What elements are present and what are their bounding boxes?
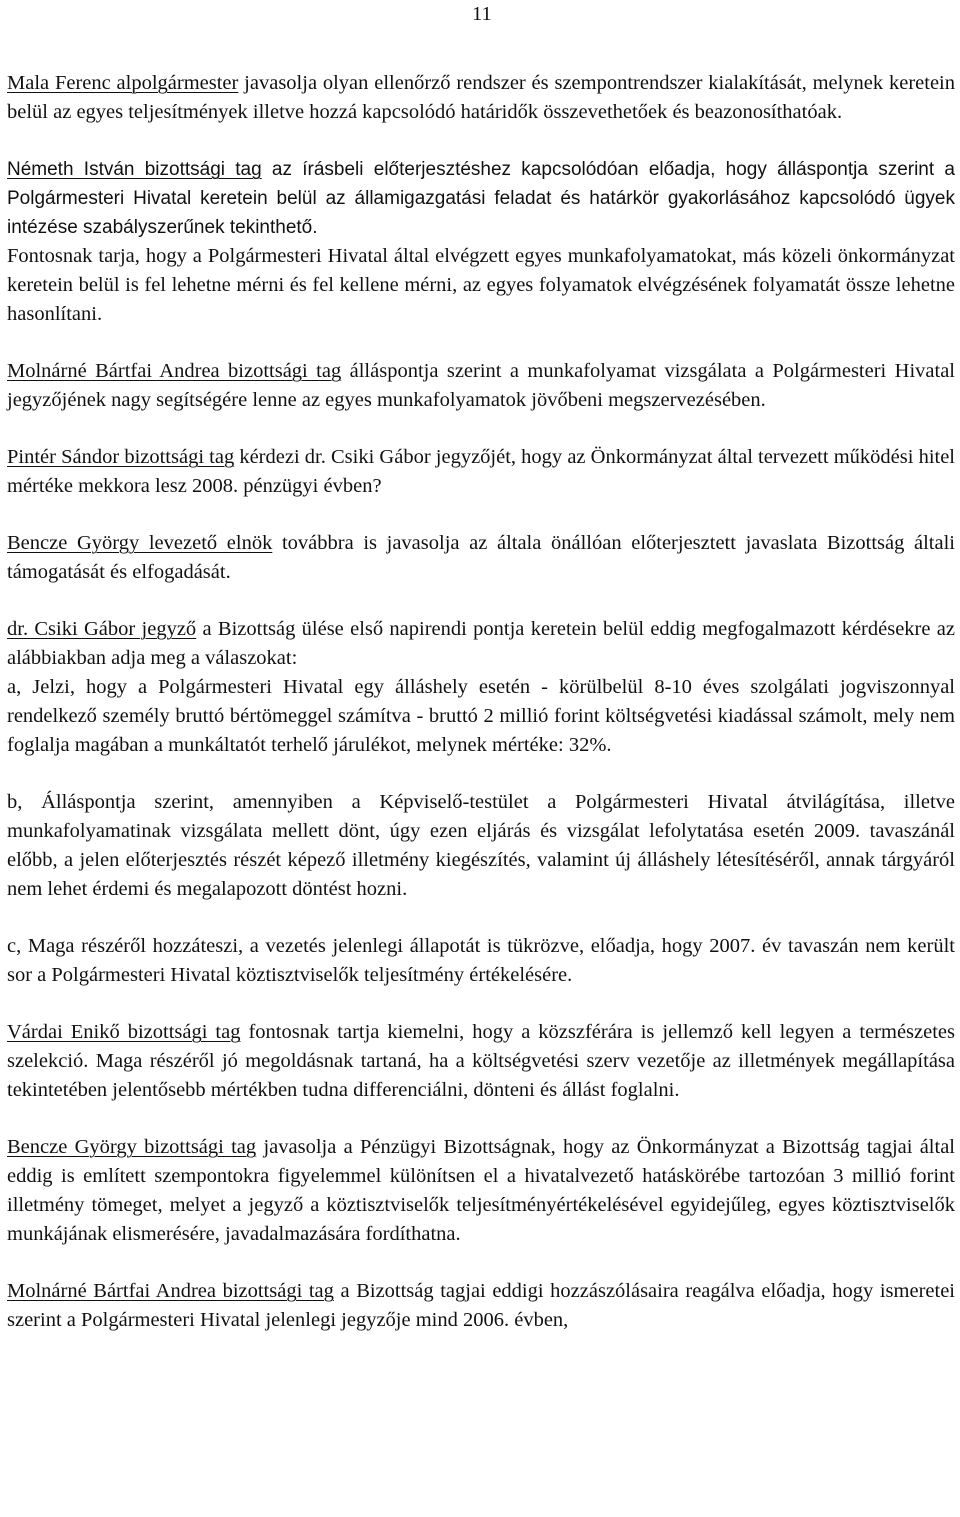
paragraph-text: javasolja olyan ellenőrző rendszer és szempontrendszer kialakítását, melynek keretein belül az egyes teljesítmények illetve hozzá kapcsolódó határidők összevethetőek és beazonosíthatóak. — [7, 72, 955, 123]
document-body — [7, 69, 955, 1335]
paragraph-bencze-gyorgy-1 — [7, 529, 955, 587]
paragraph-text: a Bizottság ülése első napirendi pontja keretein belül eddig megfogalmazott kérdésekre az alábbiakban adja meg a válaszokat: — [7, 618, 955, 669]
speaker-name: Pintér Sándor bizottsági tag — [7, 446, 235, 468]
paragraph-text: az írásbeli előterjesztéshez kapcsolódóan előadja, hogy álláspontja szerint a Polgármesteri Hivatal keretein belül az államigazgatási feladat és határkör gyakorlásához kapcsolódó ügyek intézése szabályszerűnek tekinthető. — [7, 159, 955, 238]
paragraph-answer-c — [7, 932, 955, 990]
page-number-text: 11 — [472, 3, 492, 25]
paragraph-pinter-sandor — [7, 443, 955, 501]
paragraph-molnarne-1 — [7, 357, 955, 415]
speaker-name: Bencze György levezető elnök — [7, 532, 273, 554]
paragraph-text: továbbra is javasolja az általa önállóan előterjesztett javaslata Bizottság általi támogatását és elfogadását. — [7, 532, 955, 583]
speaker-name: dr. Csiki Gábor jegyző — [7, 618, 197, 640]
paragraph-answer-b — [7, 788, 955, 904]
paragraph-fontosnak-tarja — [7, 242, 955, 329]
paragraph-bencze-gyorgy-2 — [7, 1133, 955, 1249]
paragraph-text: c, Maga részéről hozzáteszi, a vezetés jelenlegi állapotát is tükrözve, előadja, hogy 2007. év tavaszán nem került sor a Polgármesteri Hivatal köztisztviselők teljesítmény értékelésére. — [7, 935, 955, 986]
paragraph-nemeth-istvan — [7, 155, 955, 242]
paragraph-text: javasolja a Pénzügyi Bizottságnak, hogy az Önkormányzat a Bizottság tagjai által eddig is említett szempontokra figyelemmel különítsen el a hivatalvezető hatáskörébe tartozóan 3 millió forint illetmény tömeget, melyet a jegyző a köztisztviselők teljesítményértékelésével egyidejűleg, egyes köztisztviselők munkájának elismerésére, javadalmazására fordíthatna. — [7, 1136, 955, 1245]
paragraph-text: b, Álláspontja szerint, amennyiben a Képviselő-testület a Polgármesteri Hivatal átvilágítása, illetve munkafolyamatinak vizsgálata mellett dönt, úgy ezen eljárás és vizsgálat lefolytatása esetén 2009. tavaszánál előbb, a jelen előterjesztés részét képező illetmény kiegészítés, valamint új álláshely létesítéséről, annak tárgyáról nem lehet érdemi és megalapozott döntést hozni. — [7, 791, 955, 900]
paragraph-text: a, Jelzi, hogy a Polgármesteri Hivatal egy álláshely esetén - körülbelül 8-10 éves szolgálati jogviszonnyal rendelkező személy bruttó bértömeggel számítva - bruttó 2 millió forint költségvetési kiadással számolt, mely nem foglalja magában a munkáltatót terhelő járulékot, melynek mértéke: 32%. — [7, 676, 955, 756]
speaker-name: Mala Ferenc alpolgármester — [7, 72, 239, 94]
paragraph-text: kérdezi dr. Csiki Gábor jegyzőjét, hogy az Önkormányzat által tervezett működési hitel mértéke mekkora lesz 2008. pénzügyi évben? — [7, 446, 955, 497]
speaker-name: Várdai Enikő bizottsági tag — [7, 1021, 241, 1043]
paragraph-text: álláspontja szerint a munkafolyamat vizsgálata a Polgármesteri Hivatal jegyzőjének nagy segítségére lenne az egyes munkafolyamatok jövőbeni megszervezésében. — [7, 360, 955, 411]
paragraph-vardai-eniko — [7, 1018, 955, 1105]
speaker-name: Németh István bizottsági tag — [7, 159, 262, 180]
speaker-name: Molnárné Bártfai Andrea bizottsági tag — [7, 1280, 334, 1302]
paragraph-text: Fontosnak tarja, hogy a Polgármesteri Hivatal által elvégzett egyes munkafolyamatokat, más közeli önkormányzat keretein belül is fel lehetne mérni és fel kellene mérni, az egyes folyamatok elvégzésének folyamatát össze lehetne hasonlítani. — [7, 245, 955, 325]
paragraph-answer-a — [7, 673, 955, 760]
speaker-name: Molnárné Bártfai Andrea bizottsági tag — [7, 360, 342, 382]
speaker-name: Bencze György bizottsági tag — [7, 1136, 257, 1158]
paragraph-mala-ferenc — [7, 69, 955, 127]
paragraph-csiki-gabor — [7, 615, 955, 673]
paragraph-text: a Bizottság tagjai eddigi hozzászólásaira reagálva előadja, hogy ismeretei szerint a Polgármesteri Hivatal jelenlegi jegyzője mind 2006. évben, — [7, 1280, 955, 1331]
paragraph-molnarne-2 — [7, 1277, 955, 1335]
paragraph-text: fontosnak tartja kiemelni, hogy a közszférára is jellemző kell legyen a természetes szelekció. Maga részéről jó megoldásnak tartaná, ha a költségvetési szerv vezetője az illetmények megállapítása tekintetében jelentősebb mértékben tudna differenciálni, dönteni és állást foglalni. — [7, 1021, 955, 1101]
